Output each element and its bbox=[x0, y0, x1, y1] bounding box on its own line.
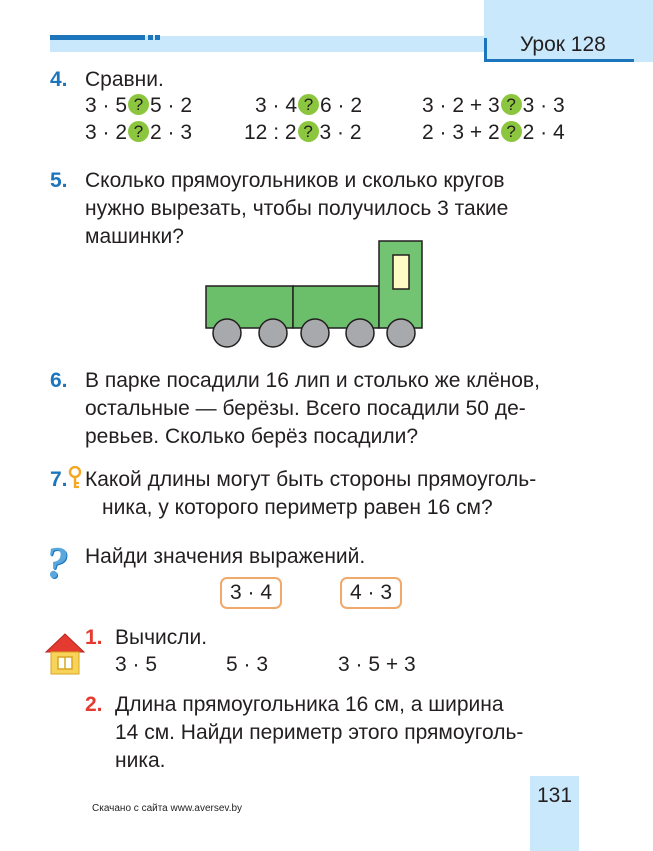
home-task-1-expr: 5 · 3 bbox=[226, 653, 269, 676]
task-5-line: нужно вырезать, чтобы получилось 3 такие bbox=[85, 197, 509, 220]
task-6-line: ревьев. Сколько берёз посадили? bbox=[85, 425, 419, 448]
truck-wheel bbox=[301, 319, 329, 347]
home-task-1-number: 1. bbox=[85, 626, 103, 649]
expr-left: 3 · 4 bbox=[255, 94, 298, 117]
expr-left: 2 · 3 + 2 bbox=[422, 121, 500, 144]
truck-wheel bbox=[213, 319, 241, 347]
task-7-text bbox=[85, 466, 578, 522]
task-6-number: 6. bbox=[50, 369, 68, 392]
compare-item bbox=[244, 119, 362, 146]
task-7-number: 7. bbox=[50, 468, 68, 491]
page-number-tab bbox=[530, 776, 579, 851]
expression-box-2: 4 · 3 bbox=[340, 577, 402, 609]
question-mark-icon: ? bbox=[501, 94, 522, 115]
question-mark-icon: ? bbox=[501, 121, 522, 142]
task-7-line: Какой длины могут быть стороны прямоуголь- bbox=[85, 468, 537, 491]
task-7-line: ника, у которого периметр равен 16 см? bbox=[102, 496, 493, 519]
compare-item bbox=[422, 119, 565, 146]
task-6-text bbox=[85, 367, 578, 451]
house-icon bbox=[44, 632, 86, 676]
compare-row-2 bbox=[85, 119, 580, 146]
question-icon: ? bbox=[46, 538, 68, 587]
task-6-line: остальные — берёзы. Всего посадили 50 де- bbox=[85, 397, 526, 420]
question-task-text: Найди значения выражений. bbox=[85, 545, 366, 568]
truck-wheel bbox=[387, 319, 415, 347]
task-6-line: В парке посадили 16 лип и столько же клёнов, bbox=[85, 369, 540, 392]
truck-window-rect bbox=[393, 255, 409, 289]
home-task-1-expr: 3 · 5 bbox=[115, 653, 158, 676]
source-note: Скачано с сайта www.aversev.by bbox=[92, 803, 243, 814]
expr-right: 2 · 4 bbox=[522, 121, 565, 144]
expr-right: 5 · 2 bbox=[150, 94, 193, 117]
question-mark-icon: ? bbox=[298, 121, 319, 142]
home-task-1-expr: 3 · 5 + 3 bbox=[338, 653, 416, 676]
home-task-2-text bbox=[115, 691, 578, 775]
header-stripe-dot bbox=[155, 35, 160, 40]
truck-wheel bbox=[259, 319, 287, 347]
compare-item bbox=[85, 119, 192, 146]
question-mark-icon: ? bbox=[128, 121, 149, 142]
question-mark-icon: ? bbox=[298, 94, 319, 115]
truck-wheel bbox=[346, 319, 374, 347]
compare-item bbox=[422, 92, 565, 119]
expr-right: 3 · 3 bbox=[522, 94, 565, 117]
task-4-title: Сравни. bbox=[85, 68, 164, 91]
task-4-number: 4. bbox=[50, 68, 68, 91]
home-task-2-line: Длина прямоугольника 16 см, а ширина bbox=[115, 693, 504, 716]
header-stripe-line bbox=[50, 35, 145, 40]
compare-item bbox=[255, 92, 362, 119]
expression-box-1: 3 · 4 bbox=[220, 577, 282, 609]
expr-left: 3 · 2 + 3 bbox=[422, 94, 500, 117]
key-icon bbox=[68, 466, 82, 490]
lesson-tab-underline bbox=[484, 59, 634, 62]
expr-left: 3 · 2 bbox=[85, 121, 128, 144]
compare-row-1 bbox=[85, 92, 580, 119]
task-5-line: машинки? bbox=[85, 225, 184, 248]
header-stripe-dot bbox=[148, 35, 153, 40]
home-task-2-number: 2. bbox=[85, 693, 103, 716]
home-task-1-title: Вычисли. bbox=[115, 626, 208, 649]
lesson-tab bbox=[484, 0, 653, 62]
truck-illustration bbox=[200, 235, 430, 350]
lesson-title: Урок 128 bbox=[520, 33, 606, 56]
task-5-number: 5. bbox=[50, 169, 68, 192]
question-mark-icon: ? bbox=[128, 94, 149, 115]
expr-right: 3 · 2 bbox=[319, 121, 362, 144]
expr-right: 2 · 3 bbox=[150, 121, 193, 144]
page-number: 131 bbox=[536, 784, 573, 807]
home-task-2-line: ника. bbox=[115, 749, 166, 772]
expr-left: 12 : 2 bbox=[244, 121, 297, 144]
expr-left: 3 · 5 bbox=[85, 94, 128, 117]
expr-right: 6 · 2 bbox=[320, 94, 363, 117]
header-band bbox=[0, 0, 653, 62]
task-5-line: Сколько прямоугольников и сколько кругов bbox=[85, 169, 505, 192]
home-task-2-line: 14 см. Найди периметр этого прямоуголь- bbox=[115, 721, 524, 744]
compare-item bbox=[85, 92, 192, 119]
